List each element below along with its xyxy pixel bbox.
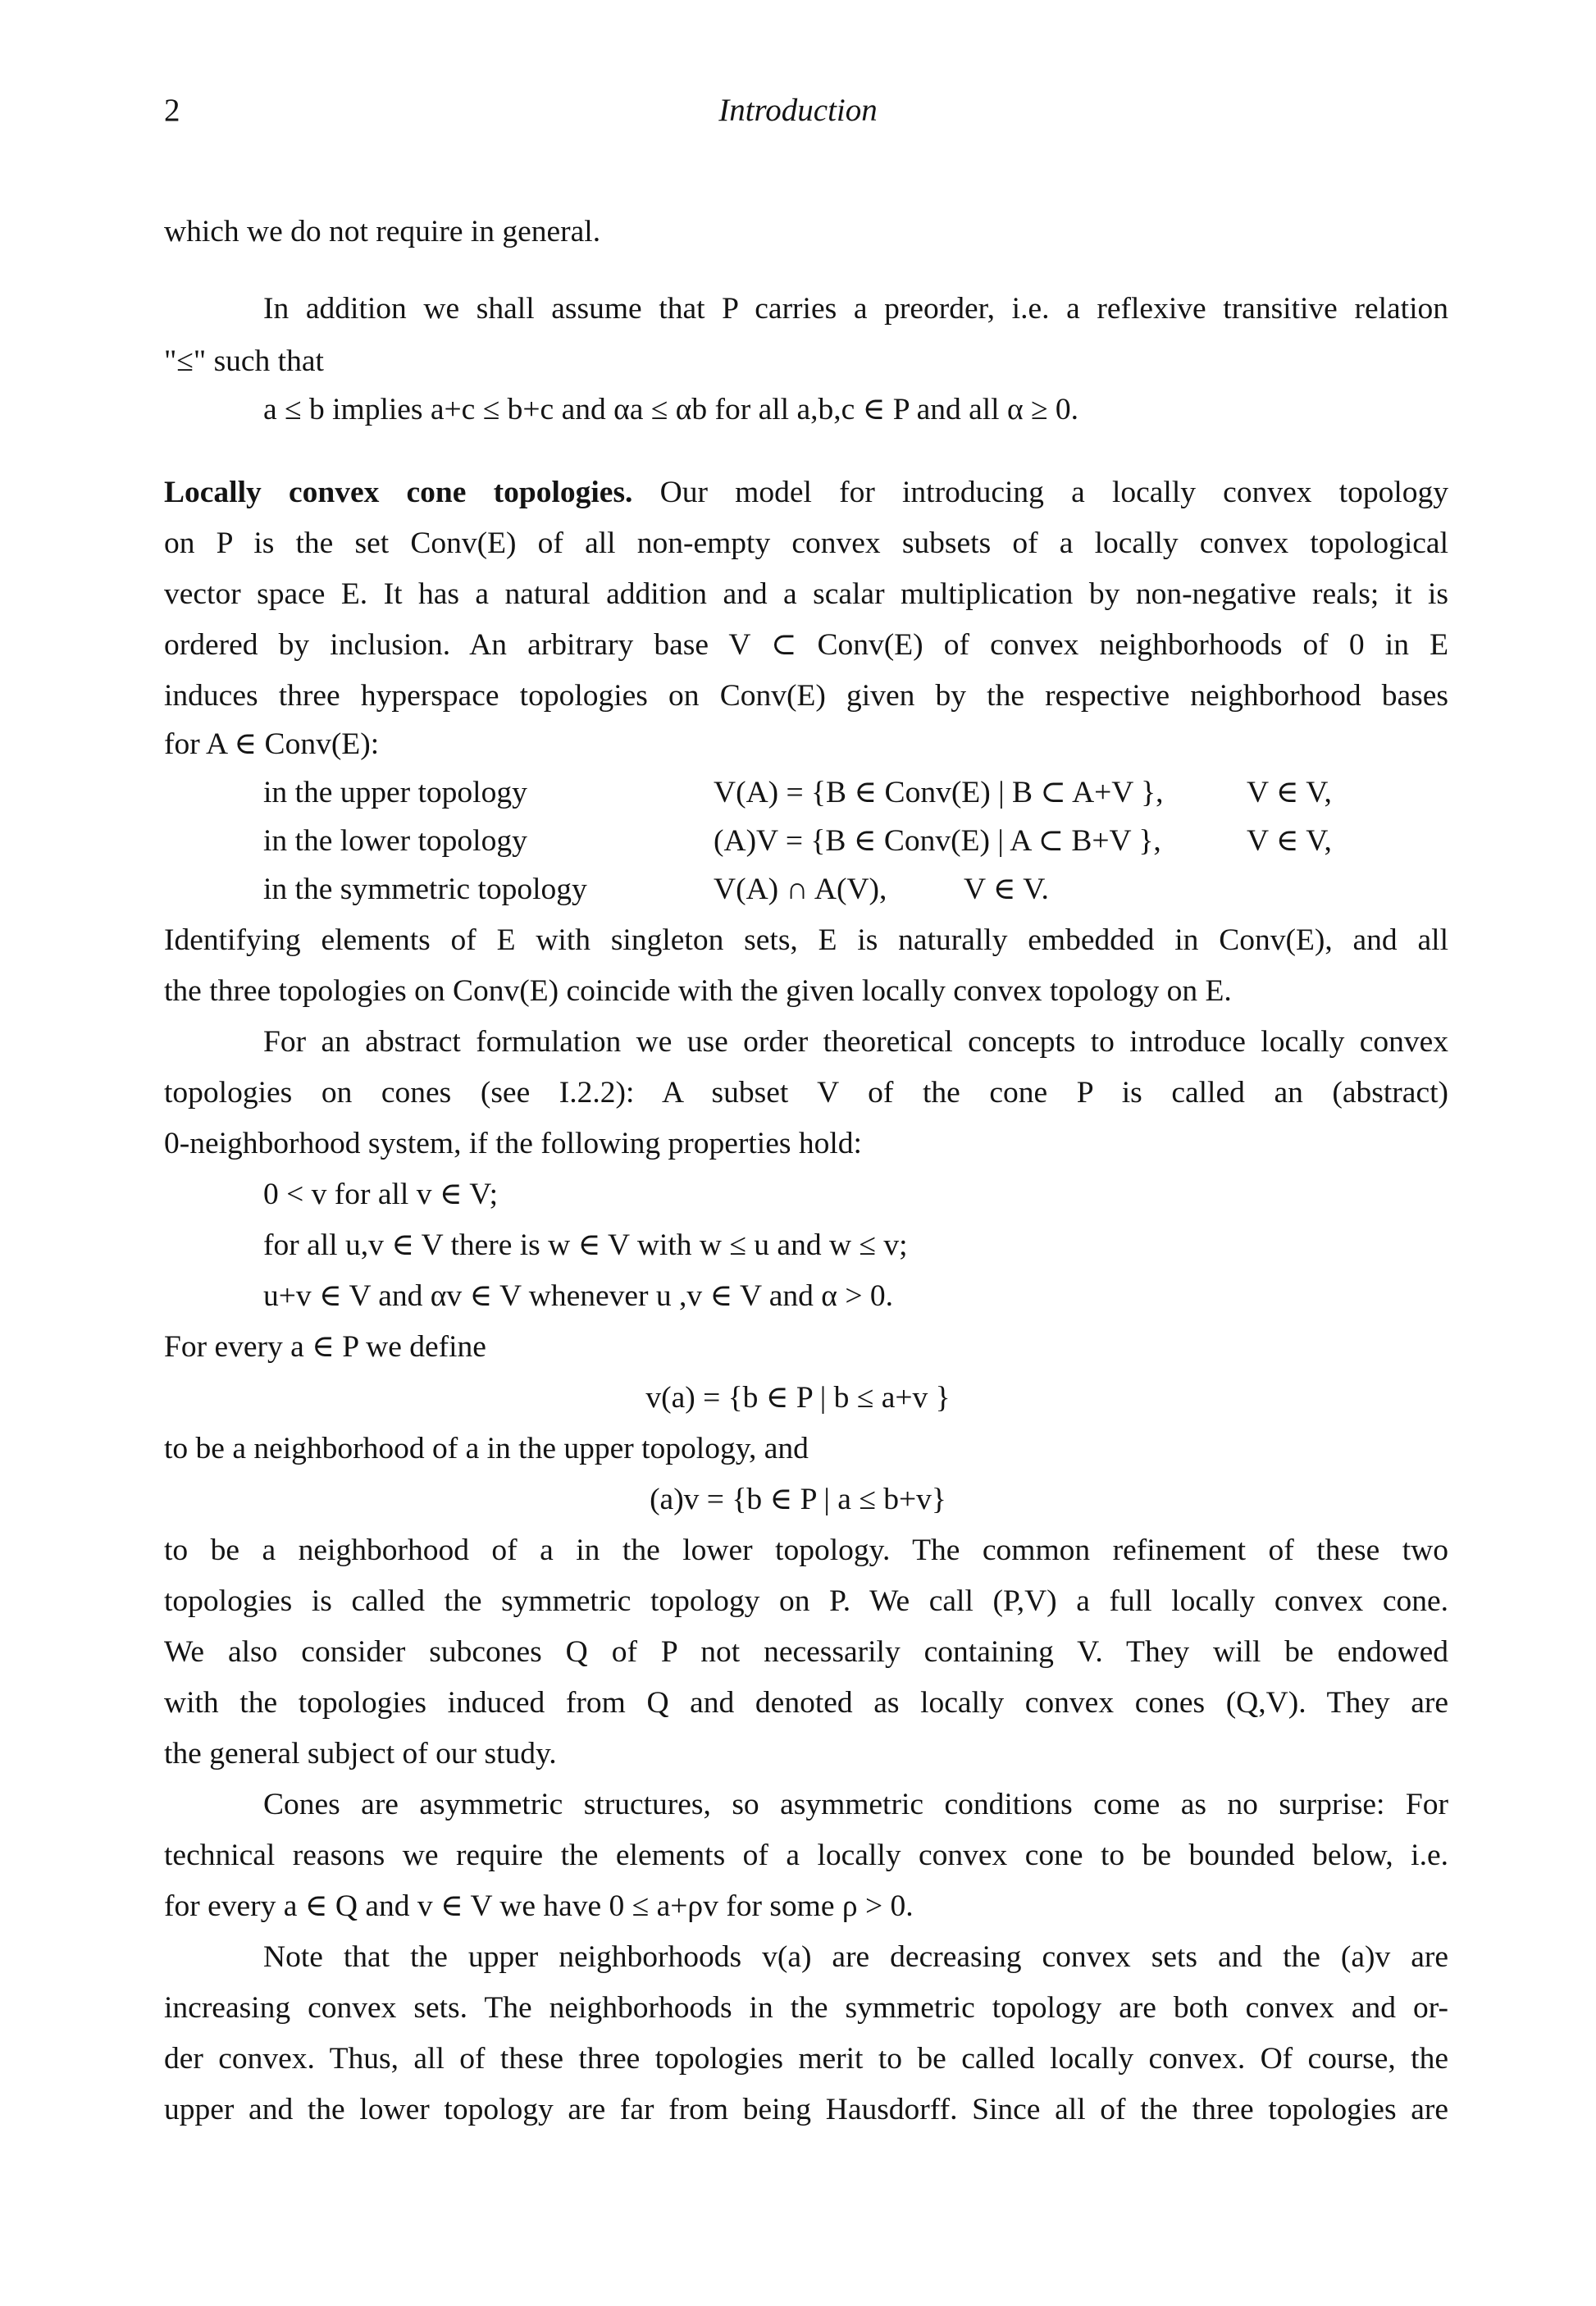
condition-line: for all u,v ∈ V there is w ∈ V with w ≤ u and w ≤ v; [263, 1228, 908, 1262]
text-line: on P is the set Conv(E) of all non-empty convex subsets of a locally convex topological [164, 526, 1448, 560]
text-line: Cones are asymmetric structures, so asymmetric conditions come as no surprise: For [263, 1788, 1448, 1821]
text-line: In addition we shall assume that P carries a preorder, i.e. a reflexive transitive relation [263, 292, 1448, 326]
text-line: 0-neighborhood system, if the following properties hold: [164, 1127, 862, 1160]
topology-definition: (A)V = {B ∈ Conv(E) | A ⊂ B+V }, [714, 824, 1161, 858]
text-line: to be a neighborhood of a in the lower topology. The common refinement of these two [164, 1534, 1448, 1567]
text-line: Identifying elements of E with singleton sets, E is naturally embedded in Conv(E), and all [164, 923, 1448, 957]
text-line: ordered by inclusion. An arbitrary base V ⊂ Conv(E) of convex neighborhoods of 0 in E [164, 628, 1448, 662]
text-line: For every a ∈ P we define [164, 1330, 486, 1364]
condition-line: 0 < v for all v ∈ V; [263, 1178, 499, 1211]
text-line: which we do not require in general. [164, 215, 601, 248]
topology-range: V ∈ V, [1247, 824, 1332, 858]
text-line: upper and the lower topology are far from being Hausdorff. Since all of the three topologies are [164, 2093, 1448, 2126]
topology-range: V ∈ V, [1247, 776, 1332, 809]
topology-definition: V(A) = {B ∈ Conv(E) | B ⊂ A+V }, [714, 776, 1164, 809]
topology-name: in the symmetric topology [263, 873, 587, 906]
topology-range: V ∈ V. [964, 873, 1049, 906]
running-title: Introduction [718, 93, 878, 128]
condition-line: u+v ∈ V and αv ∈ V whenever u ,v ∈ V and α > 0. [263, 1279, 893, 1313]
text-line: We also consider subcones Q of P not necessarily containing V. They will be endowed [164, 1635, 1448, 1669]
text-line: Note that the upper neighborhoods v(a) are decreasing convex sets and the (a)v are [263, 1940, 1448, 1974]
text-span: Our model for introducing a locally convex topology [659, 476, 1449, 509]
text-line: the general subject of our study. [164, 1737, 557, 1771]
page-number: 2 [164, 93, 180, 128]
topology-name: in the lower topology [263, 824, 527, 858]
topology-definition: V(A) ∩ A(V), [714, 873, 887, 906]
display-formula: v(a) = {b ∈ P | b ≤ a+v } [645, 1381, 951, 1415]
section-heading: Locally convex cone topologies. [164, 476, 633, 509]
text-line: technical reasons we require the elements of a locally convex cone to be bounded below, i.e. [164, 1839, 1448, 1872]
text-line: increasing convex sets. The neighborhoods in the symmetric topology are both convex and or- [164, 1991, 1448, 2025]
text-line: "≤" such that [164, 344, 324, 378]
text-line: topologies is called the symmetric topology on P. We call (P,V) a full locally convex cone. [164, 1584, 1448, 1618]
text-line: induces three hyperspace topologies on Conv(E) given by the respective neighborhood bases [164, 679, 1448, 713]
text-line: topologies on cones (see I.2.2): A subset V of the cone P is called an (abstract) [164, 1076, 1448, 1110]
text-line: the three topologies on Conv(E) coincide with the given locally convex topology on E. [164, 974, 1232, 1008]
paragraph-line-with-heading [164, 474, 1448, 511]
topology-name: in the upper topology [263, 776, 527, 809]
text-line: for every a ∈ Q and v ∈ V we have 0 ≤ a+ρv for some ρ > 0. [164, 1889, 914, 1923]
display-formula: (a)v = {b ∈ P | a ≤ b+v} [650, 1483, 946, 1516]
formula-line: a ≤ b implies a+c ≤ b+c and αa ≤ αb for all a,b,c ∈ P and all α ≥ 0. [263, 393, 1079, 426]
text-line: For an abstract formulation we use order theoretical concepts to introduce locally convex [263, 1025, 1448, 1059]
text-line: vector space E. It has a natural addition and a scalar multiplication by non-negative reals; it is [164, 577, 1448, 611]
text-line: for A ∈ Conv(E): [164, 727, 380, 761]
text-line: to be a neighborhood of a in the upper topology, and [164, 1432, 809, 1465]
text-line: der convex. Thus, all of these three topologies merit to be called locally convex. Of course, the [164, 2042, 1448, 2076]
text-line: with the topologies induced from Q and denoted as locally convex cones (Q,V). They are [164, 1686, 1448, 1720]
